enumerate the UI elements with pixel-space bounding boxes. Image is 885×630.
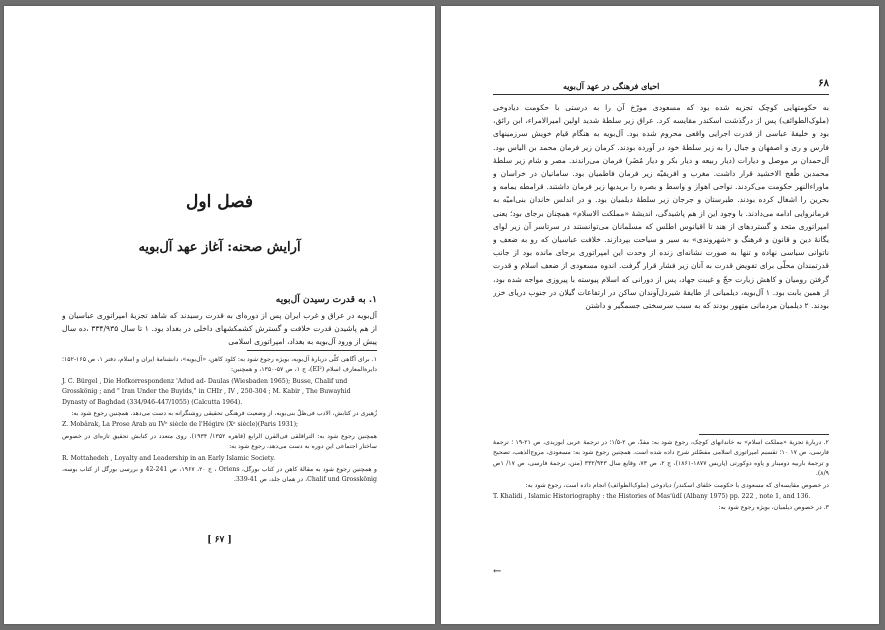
page-number: [ ۶۷ ]: [207, 535, 232, 545]
footnote-text: در خصوص مقایسه‌ای که مسعودی با حکومت خلفای اسکندر/ دیادوخی (ملوک‌الطوائف) انجام داده است، رجوع شود به:: [525, 481, 829, 489]
left-body-text: آل‌بویه در عراق و غرب ایران پس از دوره‌ای به قدرت رسیدند که شاهد تجزیهٔ امپراتوری عباسیان و از هم پاشیدن قدرت خلافت و گسترش کشمکشهای داخلی در بغداد بود. ۱ تا سال ۳۳۴/۹۳۵ ،ده سال پیش از ورود آل‌بویه به بغداد، امپراتوری اسلامی: [62, 311, 377, 347]
section-heading: ۱. به قدرت رسیدن آل‌بویه: [275, 294, 377, 305]
footnote-text: زُهیری در کتابش، الادب فی‌ظلّ بنی‌بویه، از وضعیت فرهنگی تحقیقی روشنگرانه به دست می‌دهد. همچنین رجوع شود به:: [71, 410, 377, 418]
footnote-reference: J. C. Bürgel , Die Hofkorrespondenz 'Adud ad- Daulas (Wiesbaden 1965); Busse, Chalif und Grosskönig ; and " Iran Under the Buyids," in CHIr , IV , 250-304 ; M. Kabir , The Buwayhid Dynasty of Baghdad (334/946-447/1055) (Calcutta 1964).: [62, 377, 351, 406]
running-title: احیای فرهنگی در عهد آل‌بویه: [563, 81, 660, 91]
footnote-3: ۳. در خصوص دیلمیان، بویژه رجوع شود به:: [718, 504, 829, 512]
left-footnotes: [62, 355, 377, 487]
footnote-divider: [699, 434, 829, 435]
right-footnotes: [493, 438, 829, 515]
page-number: ۶۸: [818, 78, 829, 89]
footnote-reference: Z. Mobârak, La Prose Arab au IVᵉ siècle de l'Hégire (Xᵉ siècle)(Paris 1931);: [62, 421, 299, 429]
right-body-text: به حکومتهایی کوچک تجزیه شده بود که مسعودی مورّخ آن را به درستی با حکومت دیادوخی (ملوک‌الطوائف) پس از درگذشت اسکندر مقایسه کرد. عراق زیر سلطهٔ شدید اولین امیرالامراء، ابن رائق، بود و خلیفهٔ عباسی از قدرت اجرایی واقعی محروم شده بود. آل‌بویه به هنگام قیام خویش سرزمینهای فارس و ری و اصفهان و جبال را به زیر سلطهٔ خود در آورده بودند. کرمان زیر فرمان محمد بن الیاس بود. آل‌حمدان بر موصل و دیارات (دیار ربیعه و دیار بکر و دیار مُضَر) فرمان می‌راندند. مصر و شام زیر سلطهٔ محمدبن طُغج الاخشید قرار داشت. مغرب و افریقیّه زیر فرمان فاطمیان بود. سامانیان در خراسان و ماوراءالنهر حکومت می‌کردند. نواحی اهواز و واسط و بصره را بریدیها زیر فرمان داشتند. قرامطه یمامه و بحرین را اشغال کرده بودند. طبرستان و جرجان زیر سلطهٔ دیلمیان بود. و در اندلس خاندان بنی‌امیّه به فرمانروایی ادامه می‌دادند. با وجود این از هم پاشیدگی، اندیشهٔ «مملکت الاسلام» همچنان برجای بود؛ یعنی امپراتوری متحد و گستردهای از هند تا اقیانوس اطلس که مسلمانان می‌توانستند در سرتاسر آن زیر لوای یگانهٔ دین و قانون و فرهنگ و «شهروندی» به سیر و سیاحت بپردازند. خلافت عباسیان که رو به ضعف و ناتوانی سیاسی نهاده و تنها به صورت نشانه‌ای زنده از وحدت این امپراتوری برجای مانده بود از جانب قدرتمندان محلّی برای تفویض قدرت به آنان زیر فشار قرار گرفت. اندوه مسعودی از ضعف اسلام و قدرت گرفتن رومیان و کاهش زیارت حجّ و غیبت جهاد، پس از دورانی که اسلام پیوسته با پیروزی مواجه شده بود، از همین بابت بود. ۱ آل‌بویه، دیلمیانی از طایفهٔ شیردل‌آوندان ساکن در ارتفاعات گیلان در جنوب دریای خزر بودند. ۲ دیلمیان مردمانی متهور بودند که به سبب سرسختی جسمگیر و داشتن: [493, 103, 829, 311]
chapter-heading: فصل اول: [186, 192, 253, 212]
right-page: [441, 6, 879, 624]
footnote-text: و همچنین رجوع شود به مقالهٔ کاهن در کتاب بورگل، Oriens ، ج ۲۰، ۱۹۶۷، ص 241-42 و بررسی بورگل از کتاب بوسه، Chalif und Grosskönig، در همان جلد، ص 41-339.: [62, 466, 377, 484]
footnote-2: ۲. دربارهٔ تجزیهٔ «مملکت اسلام» به خاندانهای کوچک، رجوع شود به: مقدّ، ص ۲-۱/۵؛ در ترجمهٔ عربی ابوزیدی، ص ۲۱-۱۹ ؛ ترجمهٔ فارسی، ص ۱۷ ۱۰؛ تقسیم امپراتوری اسلامی مفصّلتر شرح داده شده است. همچنین رجوع شود به: مسعودی، مروج‌الذهب، تصحیح و ترجمهٔ باربیه دومینار و پاوه دوکورتی (پاریس ۱۸۷۷-۱۸۶۱)، ج ۲، ص ۷۳، وقایع سال ۳۳۲/۹۴۳ (متن، ترجمهٔ فارسی، ص ۱۷/ ۱ص ۸/۹).: [493, 439, 829, 478]
continue-arrow-icon: ←: [493, 566, 502, 577]
footnote-text: همچنین رجوع شود به: التراقلقی فی‌القرن الرابع (قاهره ۱۳۵۲/ ۱۹۳۴). روی متعدد در کتابش تحقیق تازه‌ای در خصوص ساختار اجتماعی این دوره به دست می‌دهد، رجوع شود به:: [62, 432, 377, 451]
footnote-reference: R. Mottahedeh , Loyalty and Leadership in an Early Islamic Society.: [62, 454, 276, 462]
footnote-1: ۱. برای آگاهی کلّی دربارهٔ آل‌بویه، بویژه رجوع شود به: کلود کاهن، «آل‌بویه»، دانشنامهٔ ایران و اسلام، دفتر ۱، ص ۱۶۵-۱۵۲؛ دایرة‌المعارف اسلام (EI²)، ج ۱، ص ۵۷-۱۳۵۰، و همچنین:: [62, 356, 378, 374]
running-header: [493, 78, 829, 95]
footnote-reference: T. Khalidi , Islamic Historiography : the Histories of Mas'ûdî (Albany 1975) pp. 222 , note 1, and 136.: [493, 493, 811, 501]
footnote-divider: [247, 350, 377, 351]
chapter-title: آرایش صحنه: آغاز عهد آل‌بویه: [138, 240, 301, 255]
left-page: [4, 6, 435, 624]
